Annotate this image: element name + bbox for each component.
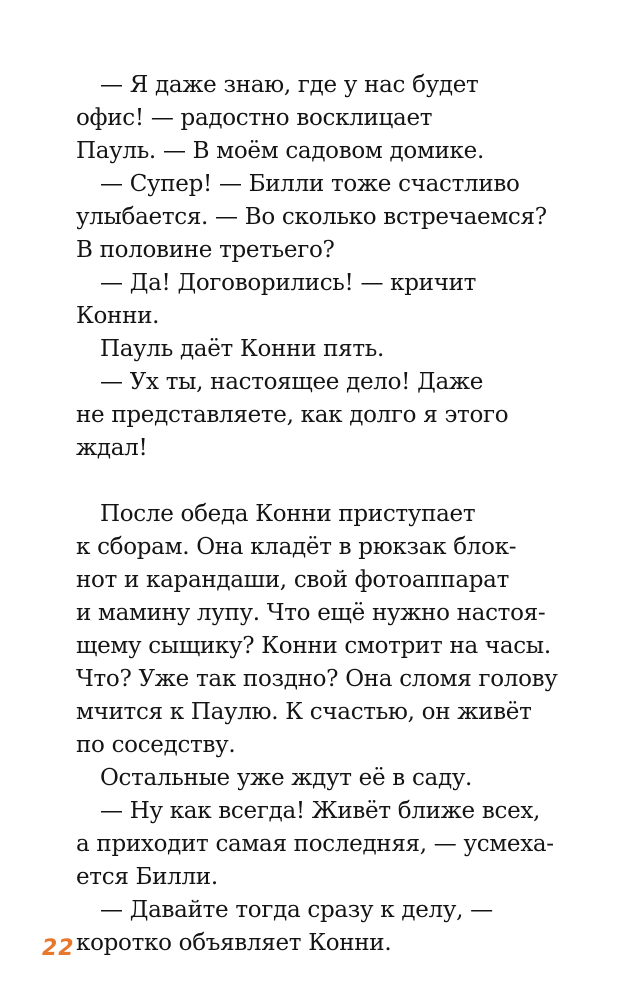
text-line: коротко объявляет Конни. xyxy=(76,930,392,956)
text-line: по соседству. xyxy=(76,732,236,758)
text-line: — Ну как всегда! Живёт ближе всех, xyxy=(100,798,541,824)
text-line: Что? Уже так поздно? Она сломя голову xyxy=(76,666,558,692)
text-line: к сборам. Она кладёт в рюкзак блок- xyxy=(76,534,517,560)
text-line: а приходит самая последняя, — усмеха- xyxy=(76,831,554,857)
text-line: — Давайте тогда сразу к делу, — xyxy=(100,897,493,923)
text-line: В половине третьего? xyxy=(76,237,335,263)
text-line: — Супер! — Билли тоже счастливо xyxy=(100,171,520,197)
text-line: и мамину лупу. Что ещё нужно настоя- xyxy=(76,600,546,626)
text-line: — Ух ты, настоящее дело! Даже xyxy=(100,369,484,395)
text-line: Конни. xyxy=(76,303,160,329)
page-number: 22 xyxy=(42,936,75,961)
text-line: офис! — радостно восклицает xyxy=(76,105,433,131)
text-line: Остальные уже ждут её в саду. xyxy=(100,765,473,791)
text-line: Пауль даёт Конни пять. xyxy=(100,336,385,362)
text-line: улыбается. — Во сколько встречаемся? xyxy=(76,204,547,230)
text-line: ется Билли. xyxy=(76,864,218,890)
text-line: щему сыщику? Конни смотрит на часы. xyxy=(76,633,551,659)
text-line: мчится к Паулю. К счастью, он живёт xyxy=(76,699,532,725)
text-line: — Я даже знаю, где у нас будет xyxy=(100,72,479,98)
text-line: После обеда Конни приступает xyxy=(100,501,476,527)
text-line: не представляете, как долго я этого xyxy=(76,402,509,428)
text-line: нот и карандаши, свой фотоаппарат xyxy=(76,567,509,593)
text-line: ждал! xyxy=(76,435,148,461)
text-line: — Да! Договорились! — кричит xyxy=(100,270,477,296)
text-line: Пауль. — В моём садовом домике. xyxy=(76,138,484,164)
